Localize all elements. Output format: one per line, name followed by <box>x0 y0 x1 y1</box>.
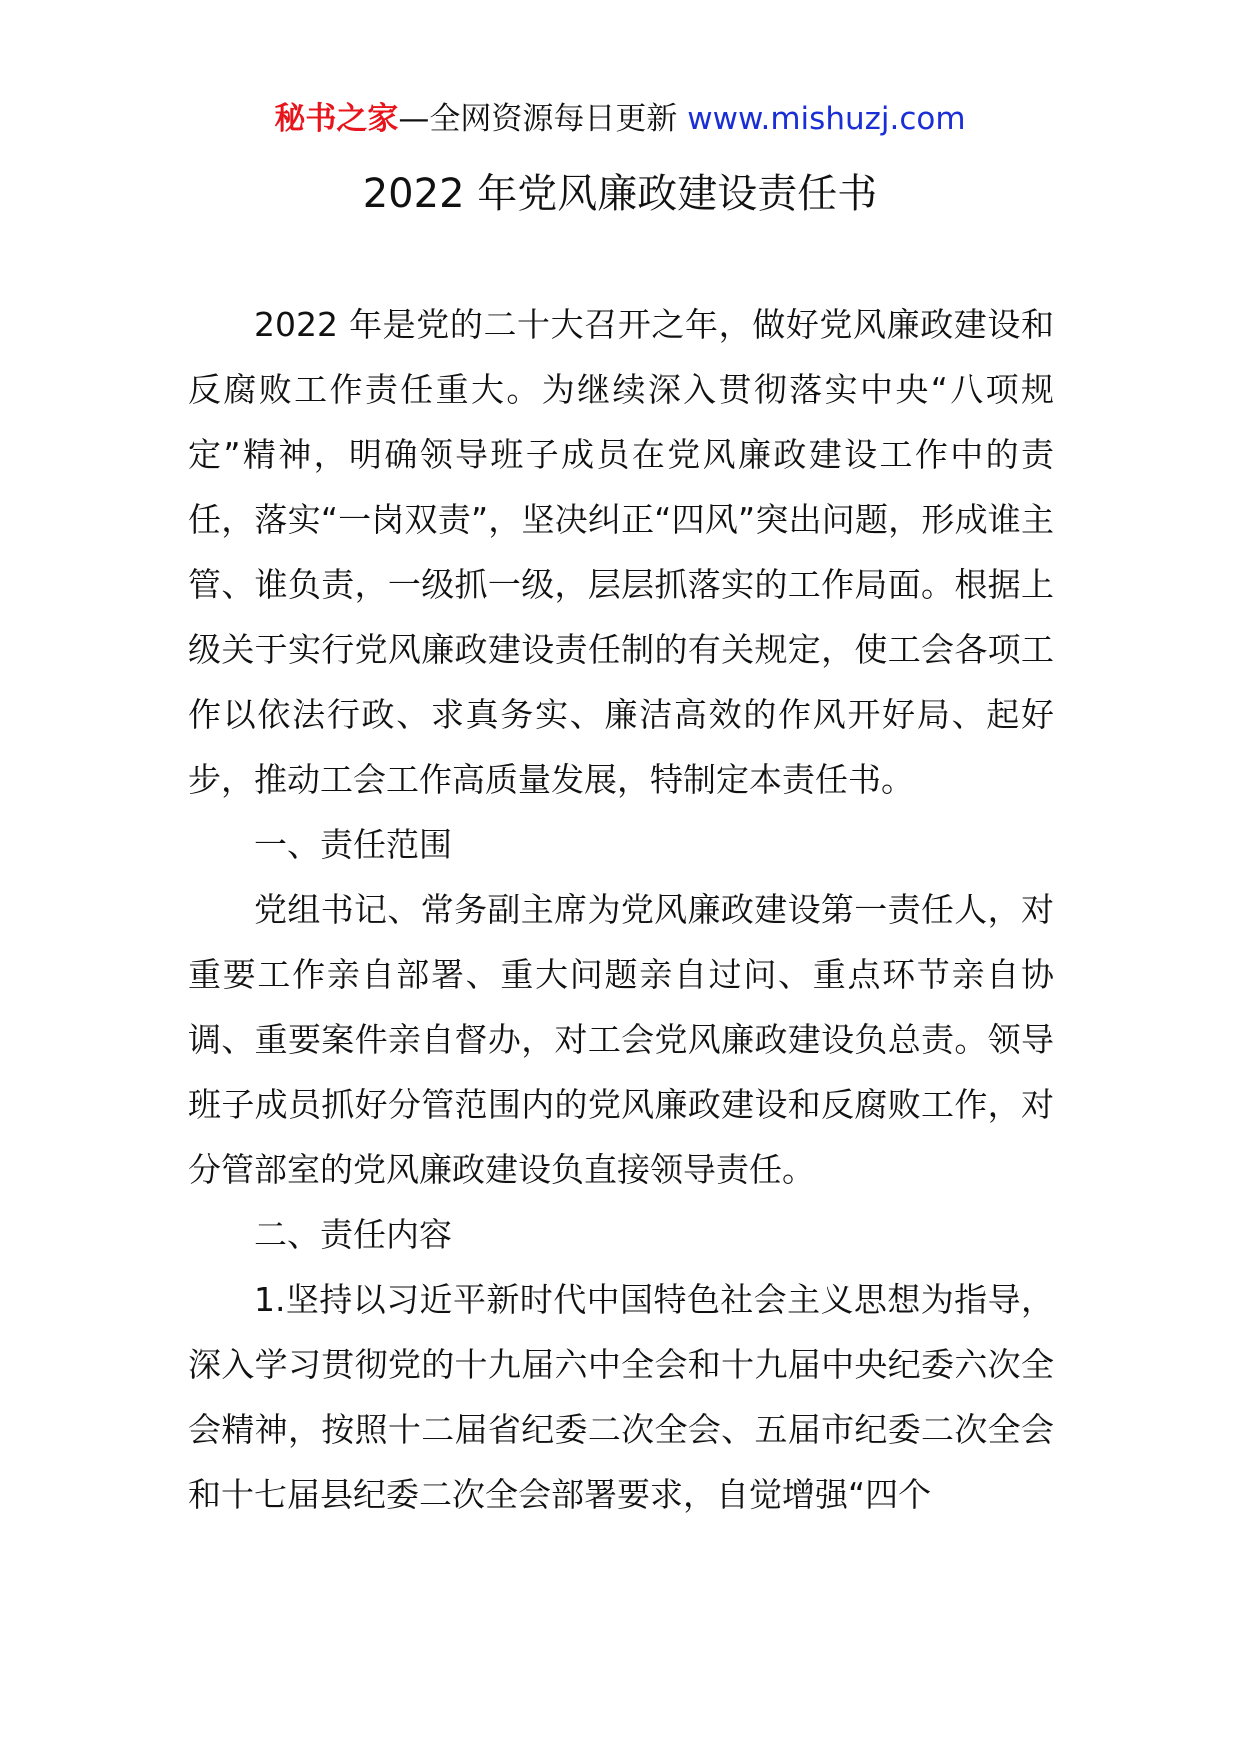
site-url-link[interactable]: www.mishuzj.com <box>687 101 966 137</box>
document-body <box>188 292 1054 1527</box>
scope-paragraph: 党组书记、常务副主席为党风廉政建设第一责任人，对重要工作亲自部署、重大问题亲自过问、重点环节亲自协调、重要案件亲自督办，对工会党风廉政建设负总责。领导班子成员抓好分管范围内的党风廉政建设和反腐败工作，对分管部室的党风廉政建设负直接领导责任。 <box>188 890 1054 1189</box>
section-heading-scope: 一、责任范围 <box>254 825 452 864</box>
section-heading-content: 二、责任内容 <box>254 1215 452 1254</box>
site-header <box>0 98 1240 140</box>
intro-paragraph: 2022 年是党的二十大召开之年，做好党风廉政建设和反腐败工作责任重大。为继续深入贯彻落实中央“八项规定”精神，明确领导班子成员在党风廉政建设工作中的责任，落实“一岗双责”，坚决纠正“四风”突出问题，形成谁主管、谁负责，一级抓一级，层层抓落实的工作局面。根据上级关于实行党风廉政建设责任制的有关规定，使工会各项工作以依法行政、求真务实、廉洁高效的作风开好局、起好步，推动工会工作高质量发展，特制定本责任书。 <box>188 305 1054 799</box>
brand-name: 秘书之家 <box>274 101 399 137</box>
document-title: 2022 年党风廉政建设责任书 <box>362 171 878 217</box>
content-paragraph-1: 1.坚持以习近平新时代中国特色社会主义思想为指导，深入学习贯彻党的十九届六中全会和十九届中央纪委六次全会精神，按照十二届省纪委二次全会、五届市纪委二次全会和十七届县纪委二次全会部署要求，自觉增强“四个 <box>188 1280 1054 1514</box>
header-slogan: —全网资源每日更新 <box>398 101 678 137</box>
